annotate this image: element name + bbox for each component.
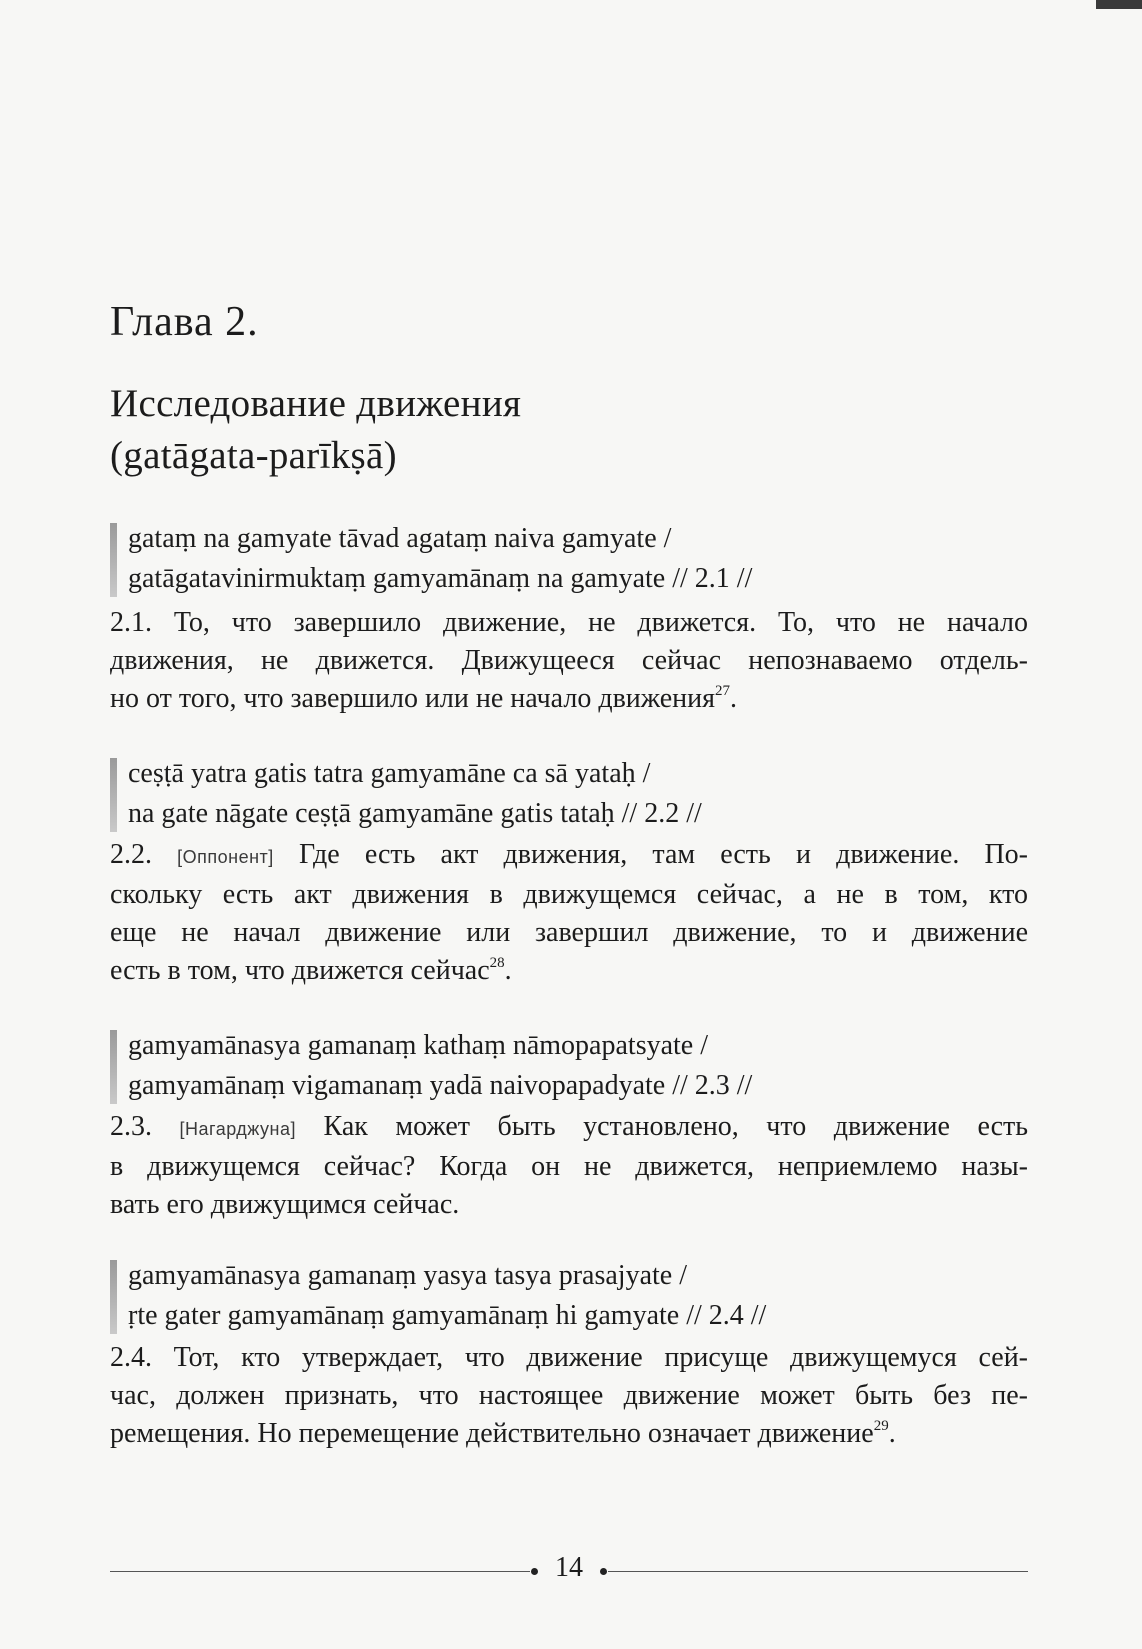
verse-marker-bar bbox=[110, 758, 117, 832]
verse-number: 2.2. bbox=[110, 839, 152, 870]
footer-rule-left bbox=[110, 1571, 530, 1572]
paragraph-text: Где есть акт движения, там есть и движение. По- bbox=[298, 839, 1028, 870]
page-number: 14 bbox=[555, 1552, 583, 1583]
footer-dot-right bbox=[600, 1568, 607, 1575]
paragraph-line: движения, не движется. Движущееся сейчас непознаваемо отдель- bbox=[110, 645, 1028, 676]
translation-2-2 bbox=[110, 836, 1028, 990]
verse-line: ceṣṭā yatra gatis tatra gamyamāne ca sā yataḥ / bbox=[128, 758, 651, 789]
paragraph-text: Тот, кто утверждает, что движение присуще движущемуся сей- bbox=[173, 1342, 1028, 1373]
chapter-title: Глава 2. bbox=[110, 299, 259, 345]
paragraph-text: . bbox=[888, 1418, 896, 1449]
verse-number: 2.4. bbox=[110, 1342, 152, 1373]
section-title-line-2: (gatāgata-parīkṣā) bbox=[110, 434, 397, 477]
paragraph-text: Как может быть установлено, что движение есть bbox=[323, 1111, 1028, 1142]
paragraph-line: еще не начал движение или завершил движение, то и движение bbox=[110, 917, 1028, 948]
footnote-ref[interactable]: 29 bbox=[873, 1418, 889, 1434]
paragraph-line bbox=[110, 1339, 1028, 1377]
verse-number: 2.3. bbox=[110, 1111, 152, 1142]
footnote-ref[interactable]: 28 bbox=[489, 955, 505, 971]
paragraph-line: скольку есть акт движения в движущемся сейчас, а не в том, кто bbox=[110, 879, 1028, 910]
scan-edge-mark bbox=[1096, 0, 1142, 9]
translation-2-3 bbox=[110, 1108, 1028, 1224]
footnote-ref[interactable]: 27 bbox=[715, 683, 731, 699]
paragraph-line: в движущемся сейчас? Когда он не движется, неприемлемо назы- bbox=[110, 1151, 1028, 1182]
verse-line: gataṃ na gamyate tāvad agataṃ naiva gamyate / bbox=[128, 523, 672, 554]
speaker-label: [Нагарджуна] bbox=[179, 1119, 297, 1139]
translation-2-4 bbox=[110, 1339, 1028, 1453]
speaker-label: [Оппонент] bbox=[177, 847, 274, 867]
paragraph-line bbox=[110, 836, 1028, 876]
verse-line: gatāgatavinirmuktaṃ gamyamānaṃ na gamyate // 2.1 // bbox=[128, 563, 753, 594]
verse-2-1 bbox=[124, 519, 752, 599]
paragraph-line bbox=[110, 680, 1028, 718]
paragraph-line bbox=[110, 1415, 1028, 1453]
translation-2-1 bbox=[110, 604, 1028, 718]
paragraph-text: . bbox=[730, 683, 738, 714]
paragraph-text: То, что завершило движение, не движется. То, что не начало bbox=[173, 607, 1028, 638]
verse-marker-bar bbox=[110, 1260, 117, 1334]
paragraph-text: . bbox=[504, 955, 512, 986]
paragraph-line: час, должен признать, что настоящее движение может быть без пе- bbox=[110, 1380, 1028, 1411]
footer-dot-left bbox=[531, 1568, 538, 1575]
page-footer bbox=[110, 1552, 1028, 1586]
section-title bbox=[110, 378, 521, 482]
verse-line: ṛte gater gamyamānaṃ gamyamānaṃ hi gamyate // 2.4 // bbox=[128, 1300, 767, 1331]
verse-2-4 bbox=[124, 1256, 766, 1336]
verse-line: na gate nāgate ceṣṭā gamyamāne gatis tataḥ // 2.2 // bbox=[128, 798, 702, 829]
paragraph-line bbox=[110, 952, 1028, 990]
verse-number: 2.1. bbox=[110, 607, 152, 638]
paragraph-text: есть в том, что движется сейчас bbox=[110, 955, 490, 986]
footer-rule-right bbox=[608, 1571, 1028, 1572]
verse-line: gamyamānasya gamanaṃ kathaṃ nāmopapatsyate / bbox=[128, 1030, 709, 1061]
verse-marker-bar bbox=[110, 1030, 117, 1104]
verse-line: gamyamānaṃ vigamanaṃ yadā naivopapadyate // 2.3 // bbox=[128, 1070, 753, 1101]
verse-marker-bar bbox=[110, 523, 117, 597]
verse-line: gamyamānasya gamanaṃ yasya tasya prasajyate / bbox=[128, 1260, 687, 1291]
paragraph-line: вать его движущимся сейчас. bbox=[110, 1189, 460, 1220]
paragraph-text: но от того, что завершило или не начало движения bbox=[110, 683, 716, 714]
paragraph-line bbox=[110, 1108, 1028, 1148]
paragraph-line bbox=[110, 604, 1028, 642]
paragraph-text: ремещения. Но перемещение действительно означает движение bbox=[110, 1418, 874, 1449]
verse-2-3 bbox=[124, 1026, 752, 1106]
section-title-line-1: Исследование движения bbox=[110, 382, 522, 425]
verse-2-2 bbox=[124, 754, 702, 834]
